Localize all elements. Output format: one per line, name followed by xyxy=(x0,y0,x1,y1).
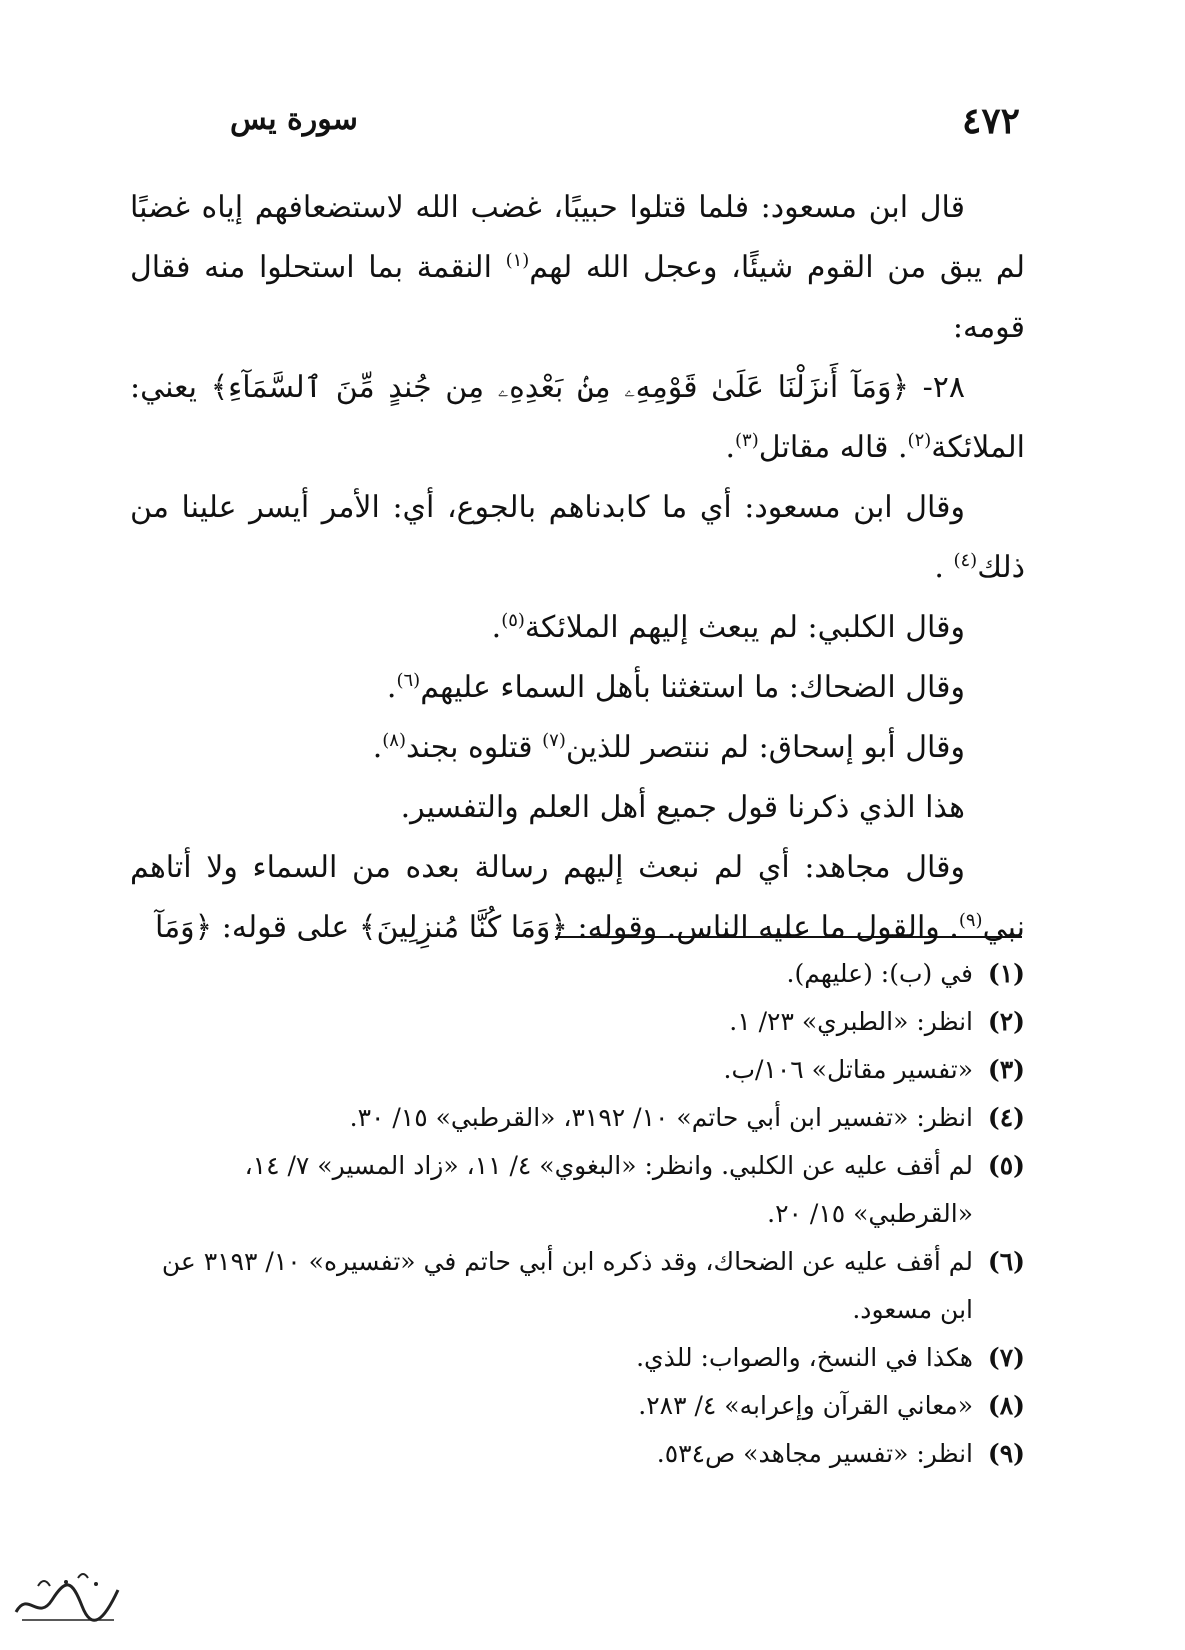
quran-verse-2: ﴿وَمَا كُنَّا مُنزِلِينَ﴾ xyxy=(358,910,568,945)
main-text xyxy=(130,178,1025,958)
paragraph-verse-28: ٢٨- ﴿وَمَآ أَنزَلْنَا عَلَىٰ قَوْمِهِۦ مِنۢ بَعْدِهِۦ مِن جُندٍ مِّنَ ٱلسَّمَآءِ﴾ يعني: الملائكة$^{(٢)}$. قاله مقاتل$^{(٣)}$. xyxy=(130,370,1025,465)
footnote-ref-9[interactable]: (٩) xyxy=(958,910,983,931)
quran-verse-3: ﴿وَمَآ xyxy=(154,910,213,945)
footnote-separator xyxy=(555,936,1022,938)
footnote-9: (٩) انظر: «تفسير مجاهد» ص٥٣٤. xyxy=(656,1439,1025,1468)
verse-number: ٢٨- xyxy=(909,370,965,405)
footnotes-list xyxy=(130,950,1025,1478)
paragraph-mujahid: وقال مجاهد: أي لم نبعث إليهم رسالة بعده من السماء ولا أتاهم نبي$^{(٩)}$. والقول ما عليه الناس. وقوله: ﴿وَمَا كُنَّا مُنزِلِينَ﴾ على قوله: ﴿وَمَآ xyxy=(130,850,1025,945)
paragraph-dahhak: وقال الضحاك: ما استغثنا بأهل السماء عليهم$^{(٦)}$. xyxy=(386,670,965,705)
footnote-ref-7[interactable]: (٧) xyxy=(542,730,566,751)
paragraph-kalbi: وقال الكلبي: لم يبعث إليهم الملائكة$^{(٥)}$. xyxy=(491,610,965,645)
footnote-2: (٢) انظر: «الطبري» ٢٣/ ١. xyxy=(729,1007,1025,1036)
paragraph-abu-ishaq: وقال أبو إسحاق: لم ننتصر للذين$^{(٧)}$ قتلوه بجند$^{(٨)}$. xyxy=(372,730,965,765)
paragraph-ibn-masud-2: وقال ابن مسعود: أي ما كابدناهم بالجوع، أي: الأمر أيسر علينا من ذلك$^{(٤)}$ . xyxy=(130,490,1025,585)
footnote-ref-1[interactable]: (١) xyxy=(505,250,530,271)
footnote-ref-6[interactable]: (٦) xyxy=(396,670,421,691)
footnote-1: (١) في (ب): (عليهم). xyxy=(786,959,1025,988)
footnote-ref-5[interactable]: (٥) xyxy=(501,610,525,631)
footnote-ref-8[interactable]: (٨) xyxy=(382,730,406,751)
footnote-3: (٣) «تفسير مقاتل» ١٠٦/ب. xyxy=(723,1055,1025,1084)
paragraph-consensus: هذا الذي ذكرنا قول جميع أهل العلم والتفسير. xyxy=(400,790,965,825)
footnote-ref-4[interactable]: (٤) xyxy=(953,550,978,571)
page-number: ٤٧٢ xyxy=(961,100,1020,142)
footnote-4: (٤) انظر: «تفسير ابن أبي حاتم» ١٠/ ٣١٩٢، «القرطبي» ١٥/ ٣٠. xyxy=(349,1103,1025,1132)
paragraph-ibn-masud-1: قال ابن مسعود: فلما قتلوا حبيبًا، غضب الله لاستضعافهم إياه غضبًا لم يبق من القوم شيئًا، وعجل الله لهم$^{(١)}$ النقمة بما استحلوا منه فقال قومه: xyxy=(130,190,1026,345)
surah-title: سورة يس xyxy=(230,102,358,137)
footnote-8: (٨) «معاني القرآن وإعرابه» ٤/ ٢٨٣. xyxy=(638,1391,1025,1420)
footnote-6: (٦) لم أقف عليه عن الضحاك، وقد ذكره ابن أبي حاتم في «تفسيره» ١٠/ ٣١٩٣ عن ابن مسعود. xyxy=(161,1247,1025,1324)
quran-verse: ﴿وَمَآ أَنزَلْنَا عَلَىٰ قَوْمِهِۦ مِنۢ بَعْدِهِۦ مِن جُندٍ مِّنَ ٱلسَّمَآءِ﴾ xyxy=(210,370,910,405)
footnote-ref-3[interactable]: (٣) xyxy=(735,430,759,451)
footnote-5: (٥) لم أقف عليه عن الكلبي. وانظر: «البغوي» ٤/ ١١، «زاد المسير» ٧/ ١٤، «القرطبي» ١٥/ ٢٠. xyxy=(244,1151,1025,1228)
publisher-logo xyxy=(8,1560,128,1640)
page-header xyxy=(130,100,1020,144)
footnote-ref-2[interactable]: (٢) xyxy=(907,430,932,451)
footnote-7: (٧) هكذا في النسخ، والصواب: للذي. xyxy=(636,1343,1025,1372)
